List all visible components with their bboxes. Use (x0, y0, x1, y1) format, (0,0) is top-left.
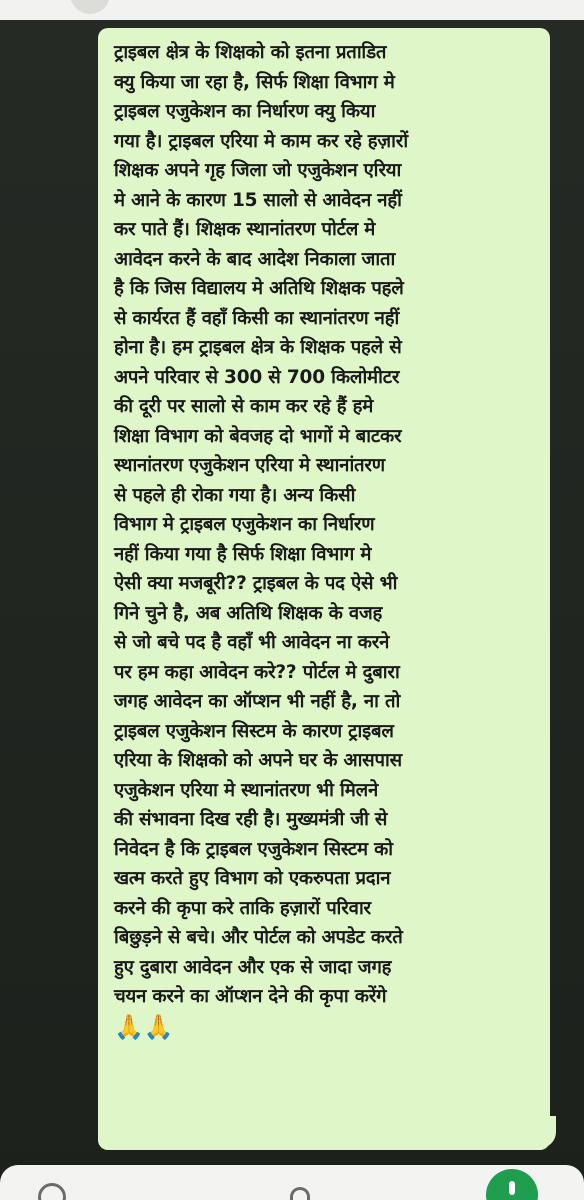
attach-icon[interactable] (290, 1187, 310, 1200)
mic-button[interactable] (486, 1169, 538, 1200)
top-bar (0, 0, 584, 20)
mic-icon (509, 1181, 515, 1195)
message-text: ट्राइबल क्षेत्र के शिक्षको को इतना प्रताडित क्यु किया जा रहा है, सिर्फ शिक्षा विभाग मे ट्राइबल एजुकेशन का निर्धारण क्यु किया गया है। ट्राइबल एरिया मे काम कर रहे हज़ारों शिक्षक अपने गृह जिला जो एजुकेशन एरिया मे आने के कारण 15 सालो से आवेदन नहीं कर पाते हैं। शिक्षक स्थानांतरण पोर्टल मे आवेदन करने के बाद आदेश निकाला जाता है कि जिस विद्यालय मे अतिथि शिक्षक पहले से कार्यरत हैं वहाँ किसी का स्थानांतरण नहीं होना है। हम ट्राइबल क्षेत्र के शिक्षक पहले से अपने परिवार से 300 से 700 किलोमीटर की दूरी पर सालो से काम कर रहे हैं हमे शिक्षा विभाग को बेवजह दो भागों मे बाटकर स्थानांतरण एजुकेशन एरिया मे स्थानांतरण से पहले ही रोका गया है। अन्य किसी विभाग मे ट्राइबल एजुकेशन का निर्धारण नहीं किया गया है सिर्फ शिक्षा विभाग मे ऐसी क्या मजबूरी?? ट्राइबल के पद ऐसे भी गिने चुने है, अब अतिथि शिक्षक के वजह से जो बचे पद है वहाँ भी आवेदन ना करने पर हम कहा आवेदन करे?? पोर्टल मे दुबारा जगह आवेदन का ऑप्शन भी नहीं है, ना तो ट्राइबल एजुकेशन सिस्टम के कारण ट्राइबल एरिया के शिक्षको को अपने घर के आसपास एजुकेशन एरिया मे स्थानांतरण भी मिलने की संभावना दिख रही है। मुख्यमंत्री जी से निवेदन है कि ट्राइबल एजुकेशन सिस्टम को खत्म करते हुए विभाग को एकरुपता प्रदान करने की कृपा करे ताकि हज़ारों परिवार बिछुड़ने से बचे। और पोर्टल को अपडेट करते हुए दुबारा आवेदन और एक से जादा जगह चयन करने का ऑप्शन देने की कृपा करेंगे (114, 42, 408, 1007)
folded-hands-emoji: 🙏🙏 (114, 1012, 174, 1041)
input-bar (0, 1165, 584, 1200)
message-bubble[interactable] (98, 28, 550, 1150)
back-button[interactable] (70, 0, 110, 14)
emoji-icon[interactable] (38, 1183, 66, 1200)
bubble-tail (524, 1116, 556, 1148)
